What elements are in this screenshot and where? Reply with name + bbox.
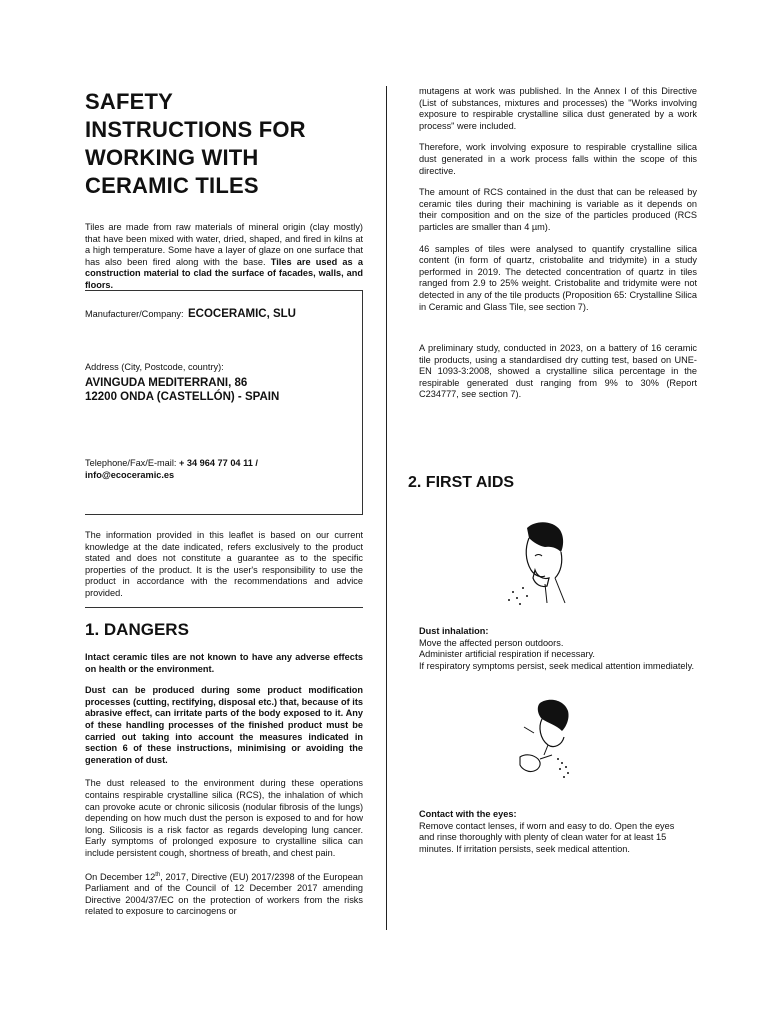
manufacturer-label: Manufacturer/Company: [85, 309, 184, 319]
address-line-1: AVINGUDA MEDITERRANI, 86 [85, 376, 248, 389]
dangers-paragraph-1: Intact ceramic tiles are not known to have any adverse effects on health or the environment. [85, 652, 363, 674]
eye-contact-title: Contact with the eyes: [419, 809, 517, 819]
dangers-section [85, 620, 363, 918]
right-paragraph-5: A preliminary study, conducted in 2023, on a battery of 16 ceramic tile products, using a standardised dry cutting test, based on UNE-EN 1093-3:2008, showed a crystalline silica percentage in the respirable generated dust ranging from 9% to 30% (Report C234777, see section 7). [419, 343, 697, 400]
intro-paragraph [85, 222, 363, 292]
address-block [85, 362, 355, 404]
address-label: Address (City, Postcode, country): [85, 362, 224, 372]
title-line-3: WORKING WITH [85, 145, 259, 170]
document-title [85, 88, 363, 200]
directive-date-text: On December 12 [85, 871, 156, 882]
column-divider [386, 86, 387, 930]
section-divider [85, 607, 363, 608]
eye-contact-text: Remove contact lenses, if worn and easy to do. Open the eyes and rinse thoroughly with plenty of clean water for at least 15 minutes. If irritation persists, seek medical attention. [419, 820, 675, 854]
intro-text: Tiles are made from raw materials of mineral origin (clay mostly) that have been mixed with water, dried, shaped, and fired in kilns at a high temperature. Some have a layer of glaze on one surface that has also been fired along with the base. [85, 222, 363, 267]
manufacturer-value: ECOCERAMIC, SLU [188, 308, 296, 320]
title-line-2: INSTRUCTIONS FOR [85, 117, 306, 142]
contact-label: Telephone/Fax/E-mail: [85, 458, 177, 468]
left-column [85, 88, 363, 292]
dangers-paragraph-3: The dust released to the environment during these operations contains respirable crystalline silica (RCS), the inhalation of which can provoke acute or chronic silicosis (nodular fibrosis of the lungs) depending on how much dust the person is exposed to and for how long. Silicosis is a risk factor as regards developing lung cancer. Early symptoms of prolonged exposure to crystalline silica can include persistent cough, shortness of breath, and chest pain. [85, 778, 363, 858]
dust-inhalation-block [419, 626, 704, 672]
directive-text: , 2017, Directive (EU) 2017/2398 of the European Parliament and of the Council of 12 December 2017 amending Directive 2004/37/EC on the protection of workers from the risks related to exposure to carcinogens or [85, 871, 363, 917]
contact-email: info@ecoceramic.es [85, 469, 175, 480]
dust-inhalation-line-2: Administer artificial respiration if necessary. [419, 649, 595, 660]
right-column [419, 86, 697, 401]
dust-inhalation-line-3: If respiratory symptoms persist, seek medical attention immediately. [419, 660, 695, 671]
title-line-4: CERAMIC TILES [85, 173, 259, 198]
dangers-paragraph-2: Dust can be produced during some product modification processes (cutting, rectifying, disposal etc.) that, because of its abrasive effect, can irritate parts of the body exposed to it. Any of these handling processes of the finished product must be carried out taking into account the measures indicated in section 6 of these instructions, minimising or avoiding the generation of dust. [85, 685, 363, 765]
right-paragraph-2: Therefore, work involving exposure to respirable crystalline silica dust generated in a work process falls within the scope of this directive. [419, 142, 697, 176]
title-line-1: SAFETY [85, 89, 173, 114]
contact-block [85, 458, 355, 481]
first-aid-heading: 2. FIRST AIDS [408, 474, 515, 491]
disclaimer-text: The information provided in this leaflet is based on our current knowledge at the date indicated, refers exclusively to the product stated and does not constitute a guarantee as to the specific properties of the product. It is the user's responsibility to use the product in accordance with the recommendations and advice provided. [85, 530, 363, 598]
right-paragraph-4: 46 samples of tiles were analysed to quantify crystalline silica content (in form of quartz, cristobalite and tridymite) in a study performed in 2019. The detected concentration of quartz in tiles ranged from 2.9 to 25% weight. Cristobalite and tridymite were not detected in any of the tile products (Proposition 65: Crystalline Silica in Ceramic and Glass Tile, see section 7). [419, 243, 697, 312]
address-line-2: 12200 ONDA (CASTELLÓN) - SPAIN [85, 390, 280, 403]
dust-inhalation-illustration [505, 518, 575, 608]
dust-inhalation-line-1: Move the affected person outdoors. [419, 637, 564, 648]
manufacturer-row [85, 304, 355, 322]
right-paragraph-1: mutagens at work was published. In the Annex I of this Directive (List of substances, mixtures and processes) the "Works involving exposure to respirable crystalline silica dust generated by a work process" were included. [419, 86, 697, 131]
dangers-heading: 1. DANGERS [85, 620, 189, 639]
contact-phone: + 34 964 77 04 11 / [178, 458, 258, 468]
eye-contact-block [419, 809, 687, 855]
ordinal-suffix: th [155, 871, 161, 878]
intro-bold-text: Tiles are used as a construction material to clad the surface of facades, walls, and floors. [85, 256, 363, 290]
dust-inhalation-title: Dust inhalation: [419, 626, 489, 636]
dangers-paragraph-4 [85, 870, 363, 918]
right-paragraph-3: The amount of RCS contained in the dust that can be released by ceramic tiles during their machining is variable as it depends on their composition and on the size of the particles produced (RCS particles are smaller than 4 µm). [419, 187, 697, 232]
eye-rinse-illustration [512, 697, 582, 787]
